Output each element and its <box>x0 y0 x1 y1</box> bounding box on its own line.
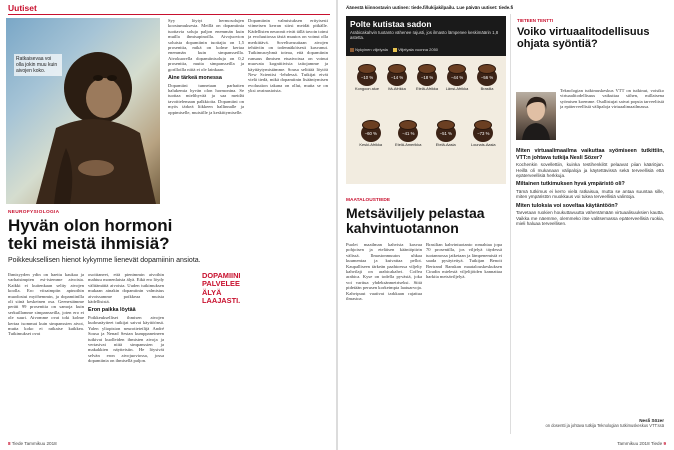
legend-swatch-future <box>393 48 397 52</box>
region-label: Itä-Afrikka <box>388 86 406 91</box>
region-percent: −73 % <box>477 131 490 136</box>
legend-swatch-now <box>350 48 354 52</box>
chart-title: Polte kutistaa sadon <box>350 19 432 29</box>
chimpanzee-illustration <box>6 18 160 204</box>
footer-text: Tammikuu 2018 Tiede <box>617 441 663 446</box>
body-column-1 <box>8 272 84 434</box>
region-label: Keski-Afrikka <box>359 142 383 147</box>
region-percent: −51 % <box>439 131 452 136</box>
region-percent: −18 % <box>420 75 434 80</box>
headline: Hyvän olon hormoni teki meistä ihmisiä? <box>8 216 173 253</box>
region-label: Länsi-Afrikka <box>445 86 469 91</box>
kicker: MAATALOUSTIEDE <box>346 198 391 203</box>
top-line: Äänestä kiinnostavin uutinen: tiede.fi/lukijakilpailu. Lue päivän uutiset: tiede.fi <box>346 5 514 10</box>
footer-text: Tiede Tammikuu 2018 <box>11 441 57 446</box>
coffee-cup-marker <box>470 120 496 147</box>
coffee-cup-marker <box>354 64 379 91</box>
body-text: Dopamiini tunnetaan parhaiten halukemia hyvän olon hormonina. Se tuottaa mielihyvää ja saa meidät tavoittelemaan palkkioita. Dopamiini on myös tärkeä liikkeen hallinnalle ja oppimiselle, muistille ja keskittymiselle. <box>168 82 244 115</box>
page-footer <box>617 441 666 446</box>
pullquote: DOPAMIINI PALVELEE ÄLYÄ LAAJASTI. <box>200 270 254 308</box>
interview-column <box>516 146 664 416</box>
sidebar-headline: Voiko virtuaalitodellisuus ohjata syöntiä? <box>517 26 650 50</box>
infographic-header <box>346 16 506 56</box>
region-percent: −41 % <box>402 131 415 136</box>
header-rule <box>8 14 330 15</box>
coffee-infographic <box>346 16 506 184</box>
legend-future: Viljelyala vuonna 2050 <box>398 47 439 52</box>
page-number: 8 <box>8 441 11 446</box>
chart-subtitle: Arabicakahvin tuotanto vähenee rajusti, jos ilmasto lämpenee keskimäärin 1,8 astetta. <box>350 30 499 40</box>
headline: Metsäviljely pelastaa kahvintuotannon <box>346 205 485 236</box>
right-page <box>338 0 674 450</box>
page-footer <box>8 441 57 446</box>
coffee-cup-marker <box>359 120 383 147</box>
body-column-1 <box>346 242 422 434</box>
cup-rim <box>358 64 376 74</box>
region-percent: −10 % <box>360 75 374 80</box>
portrait-photo <box>516 92 556 140</box>
question-3: Miten tuloksia voi soveltaa käytäntöön? <box>516 202 618 209</box>
region-percent: −56 % <box>480 75 494 80</box>
body-column-4 <box>248 18 328 434</box>
coffee-cup-marker <box>477 64 497 91</box>
sidebar-kicker: TIETEEN TENTTI <box>517 18 553 23</box>
answer-1: Kochenkin sovellettiin, kuinka testihenkilöt pelaavat piian kääriöjan. Heillä oli mukanaan välipaloja ja käytettävissä sekä terveellisiä että epäterveellisiä herkkuja. <box>516 162 664 178</box>
region-percent: −14 % <box>390 75 404 80</box>
signature-role: on dosentti ja johtava tutkija Teknologian tutkimuskeskus VTT:ssä <box>545 423 664 428</box>
chart-legend <box>350 47 438 52</box>
subheading: Eron paikka löytää <box>88 307 136 314</box>
region-label: Brasilia <box>480 86 494 91</box>
question-2: Miltainen tutkimuksen hyvä ympäristö oli? <box>516 181 625 188</box>
body-text: osoittaneet, että pienimmin aivoihin mahtuu monenlaista älyä. Eikä ero löydy välttämättä aivoista. Uuden tutkimuksen mukaan ainakin dopamiinin valmistus aivoissamme poikkeaa muista kädellisistä. <box>88 272 164 305</box>
cup-rim <box>437 120 455 130</box>
coffee-cup-marker <box>387 64 407 91</box>
lead: Poikkeuksellisen hienot kykymme lienevät dopamiinin ansiota. <box>8 257 201 264</box>
chimpanzee-photo <box>6 18 160 204</box>
question-1: Miten virtuaalimaailma vaikuttaa syömiseen tutkittiin, VTT:n johtava tutkija Nesli Sözer? <box>516 148 664 161</box>
region-label: Etelä-Aasia <box>435 142 456 147</box>
body-text: Teknologian tutkimuskeskus VTT on tutkinut, voisiko virtuaalitodellisuus vaikuttaa siihen, millaisena syömisen koemme. Osallistujat saivat popsia tarveeliisiä ja epäterveellisiä välipaloja virtuaalimaailmassa. <box>560 88 664 110</box>
body-text: Syy löytyi hermosolujen koostumuksesta. Meillä on dopamiinia tuottavia soluja paljon enemmän kuin muilla ihmisapinoilla. Aivojuovion soluista dopamiinin tuottajia on 1,5 prosenttia, mikä on kolme kertaa enemmän kuin simpansseilla. Aivokuorella dopamiinisoluja on 0,2 prosenttia, mutta simpansseilla ja gorilloilla niitä ei ole lainkaan. <box>168 18 244 72</box>
photo-caption: Ratkaisevaa voi olla jokin muu kuin aivojen koko. <box>14 54 62 76</box>
coffee-cup-marker <box>435 120 456 147</box>
coffee-cup-marker <box>415 64 439 91</box>
cup-rim <box>448 64 466 74</box>
body-column-3 <box>168 18 244 434</box>
coffee-cup-marker <box>395 120 422 147</box>
body-text: Dopamiinin valmistuksen erityisesti viimeisen kerran siirsi meidät pitkälle. Kädellisten neuronit eivät tällä tavoin toimi ja evoluutiossa tästä muutos on voinut olla merkittävä. Soveltuvuuttaan aivojen tehtäviin on todennäköisesti kasvanut. Tutkimusryhmä toteaa, että dopamiinin runsaus ihmisen etuaivoissa on voinut muovata kognitiivisia taitojamme ja käyttäytymistämme. Sousa selittää löytöä New Scientist -lehdessä. Tutkijat eivät vielä tiedä, mikä dopamiinin lisääntymisen evoluution takana on ollut, mutta se on yksi avainasioista. <box>248 18 328 94</box>
body-text: Poikkeukselliset ihmisen aivojen kudosnäytteet tutkijat saivat käyttöönsä. Yalen yliopiston neurotieteilijä André Sousa ja Nenad Sestan kumppaneineen tutkivat kuolleiden ihmisten aivoja ja vertasivat niitä simpanssien ja makakkien näytteisiin. He löysivät selvän eron aivojuoviossa, jossa dopamiinia on ihmisellä paljon. <box>88 315 164 364</box>
left-page <box>0 0 336 450</box>
cup-rim <box>478 64 496 74</box>
signature-name: Nesli Sözer <box>639 418 664 423</box>
portrait-illustration <box>516 92 556 140</box>
subheading: Aine tärkeä monessa <box>168 75 222 82</box>
region-label: Etelä-Amerikka <box>395 142 422 147</box>
coffee-cup-marker <box>445 64 469 91</box>
page-number: 9 <box>663 441 666 446</box>
body-text: Puolet maailman kahvista kasvaa pohjoisen ja eteläisen kääntöpiirin välissä. Ilmastonmuutos uhkaa kuumentaa ja kuivattaa pellot. Kaupalliseen tärkeän paahtoessa viljelty kahvilaji on arabicakahvi. Coffea arabica. Kyse on todella pyvästä, joka voi varttua yhdeksänmetriseksi. Siitä pidetään perusen korkeimpia laatuarvoja. Kahvipuut vaativat tarkkaan rajattua ilmastoa. <box>346 242 422 302</box>
body-text: Ihmisyyden ydin on haettu kaukaa ja varhaisimpien esi-isiemme aivoista. Kaikki ei kuitenkaan selity aivojen koolla. Ero viisaimpiin apinoihin muodostui myöhemmin, ja dopamiinilla oli siinä keskeinen osa. Geenestämme peräti 99 prosenttia on samoja kuin serkuillamme simpansseilla, joten ero ei ole suuri. Aivomme ovat toki kolme kertaa isommat kuin simpanssien aivot, mutta koko ei ratkaise kaikkea. Tutkimukset ovat <box>8 272 84 337</box>
region-label: Kongoon alue <box>354 86 379 91</box>
answer-3: Tarvetaan ruokien houkuttavuutta vähentämään virtuaalisuuksien kautta. Vaikka me näemme, olemmeko itse valitsemassa epäterveellisiä ruokia, mieli haluaa terveellisen. <box>516 210 664 227</box>
region-percent: −44 % <box>450 75 464 80</box>
cup-rim <box>418 64 436 74</box>
section-label: Uutiset <box>8 3 37 13</box>
sidebar-intro <box>560 88 664 144</box>
answer-2: Tämä tutkimus ei kerro vielä ratkaisua, mutta se antaa suuntaa sille, miten ympäristön muokkaus voi tukea terveellisiä valintoja. <box>516 189 664 200</box>
cup-rim <box>362 120 380 130</box>
cup-rim <box>388 64 406 74</box>
region-percent: −60 % <box>364 131 377 136</box>
body-column-2 <box>88 272 164 434</box>
region-label: Etelä-Afrikka <box>415 86 439 91</box>
legend-now: Nykyinen viljelyala <box>355 47 388 52</box>
kicker: NEUROFYSIOLOGIA <box>8 210 60 215</box>
region-label: Lounais-Aasia <box>470 142 496 147</box>
body-column-2 <box>426 242 502 434</box>
body-text: Brasilian kahvintuotanto romahtaa jopa 70 prosentilla, jos viljelyä täydessä tuotannossa jatketaan ja lämpenemistä ei saada pysäytettyä. Tutkijan Benoit Bertrand Ranskan maatalouskeskuksen Ciradin mielestä viljelijöiden kannattaa harkita metsäviljelyä. <box>426 242 502 280</box>
